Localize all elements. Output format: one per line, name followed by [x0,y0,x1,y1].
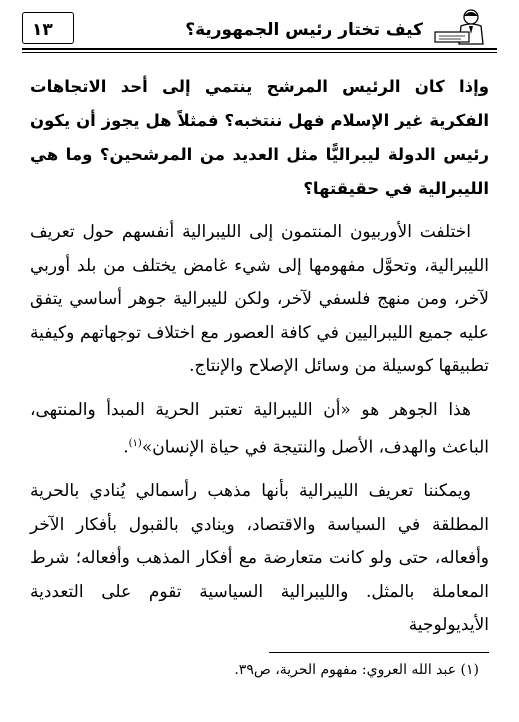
footnote-rule [269,652,489,653]
essence-text: هذا الجوهر هو «أن الليبرالية تعتبر الحرية المبدأ والمنتهى، الباعث والهدف، الأصل والنتيجة في حياة الإنسان» [30,399,489,458]
running-title: كيف تختار رئيس الجمهورية؟ [185,20,423,40]
footnote-marker: (١) [128,438,142,449]
paragraph-liberalism-definition: اختلفت الأوربيون المنتمون إلى الليبرالية أنفسهم حول تعريف الليبرالية، وتحوَّل مفهومها إلى شيء غامض يختلف من بلد أوربي لآخر، ومن منهج فلسفي لآخر، ولكن لليبرالية جوهر أساسي يتفق عليه جميع الليبراليين في كافة العصور مع اختلاف توجهاتهم وكيفية تطبيقها كوسيلة من وسائل الإصلاح والإنتاج. [30,222,489,376]
paragraph-capitalist-doctrine: ويمكننا تعريف الليبرالية بأنها مذهب رأسمالي يُنادي بالحرية المطلقة في السياسة والاقتصاد، وينادي بالقبول بأفكار الآخر وأفعاله، حتى ولو كانت متعارضة مع أفكار المذهب وأفعاله؛ شرط المعاملة بالمثل. والليبرالية السياسية تقوم على التعددية الأيديولوجية [30,481,489,636]
paragraph-question: وإذا كان الرئيس المرشح ينتمي إلى أحد الاتجاهات الفكرية غير الإسلام فهل ننتخبه؟ فمثلاً هل يجوز أن يكون رئيس الدولة ليبراليًّا مثل العديد من المرشحين؟ وما هي الليبرالية في حقيقتها؟ [30,77,489,198]
paragraph-essence: هذا الجوهر هو «أن الليبرالية تعتبر الحرية المبدأ والمنتهى، الباعث والهدف، الأصل والنتيجة في حياة الإنسان»$^{(١)}$. [30,399,489,458]
man-reading-icon [431,8,497,48]
page-header [22,8,497,52]
body-text [30,70,489,653]
page-number: ١٣ [32,20,53,40]
header-rule [22,48,497,50]
header-rule-thin [22,52,497,53]
footnote: (١) عبد الله العروي: مفهوم الحرية، ص٣٩. [234,662,479,678]
